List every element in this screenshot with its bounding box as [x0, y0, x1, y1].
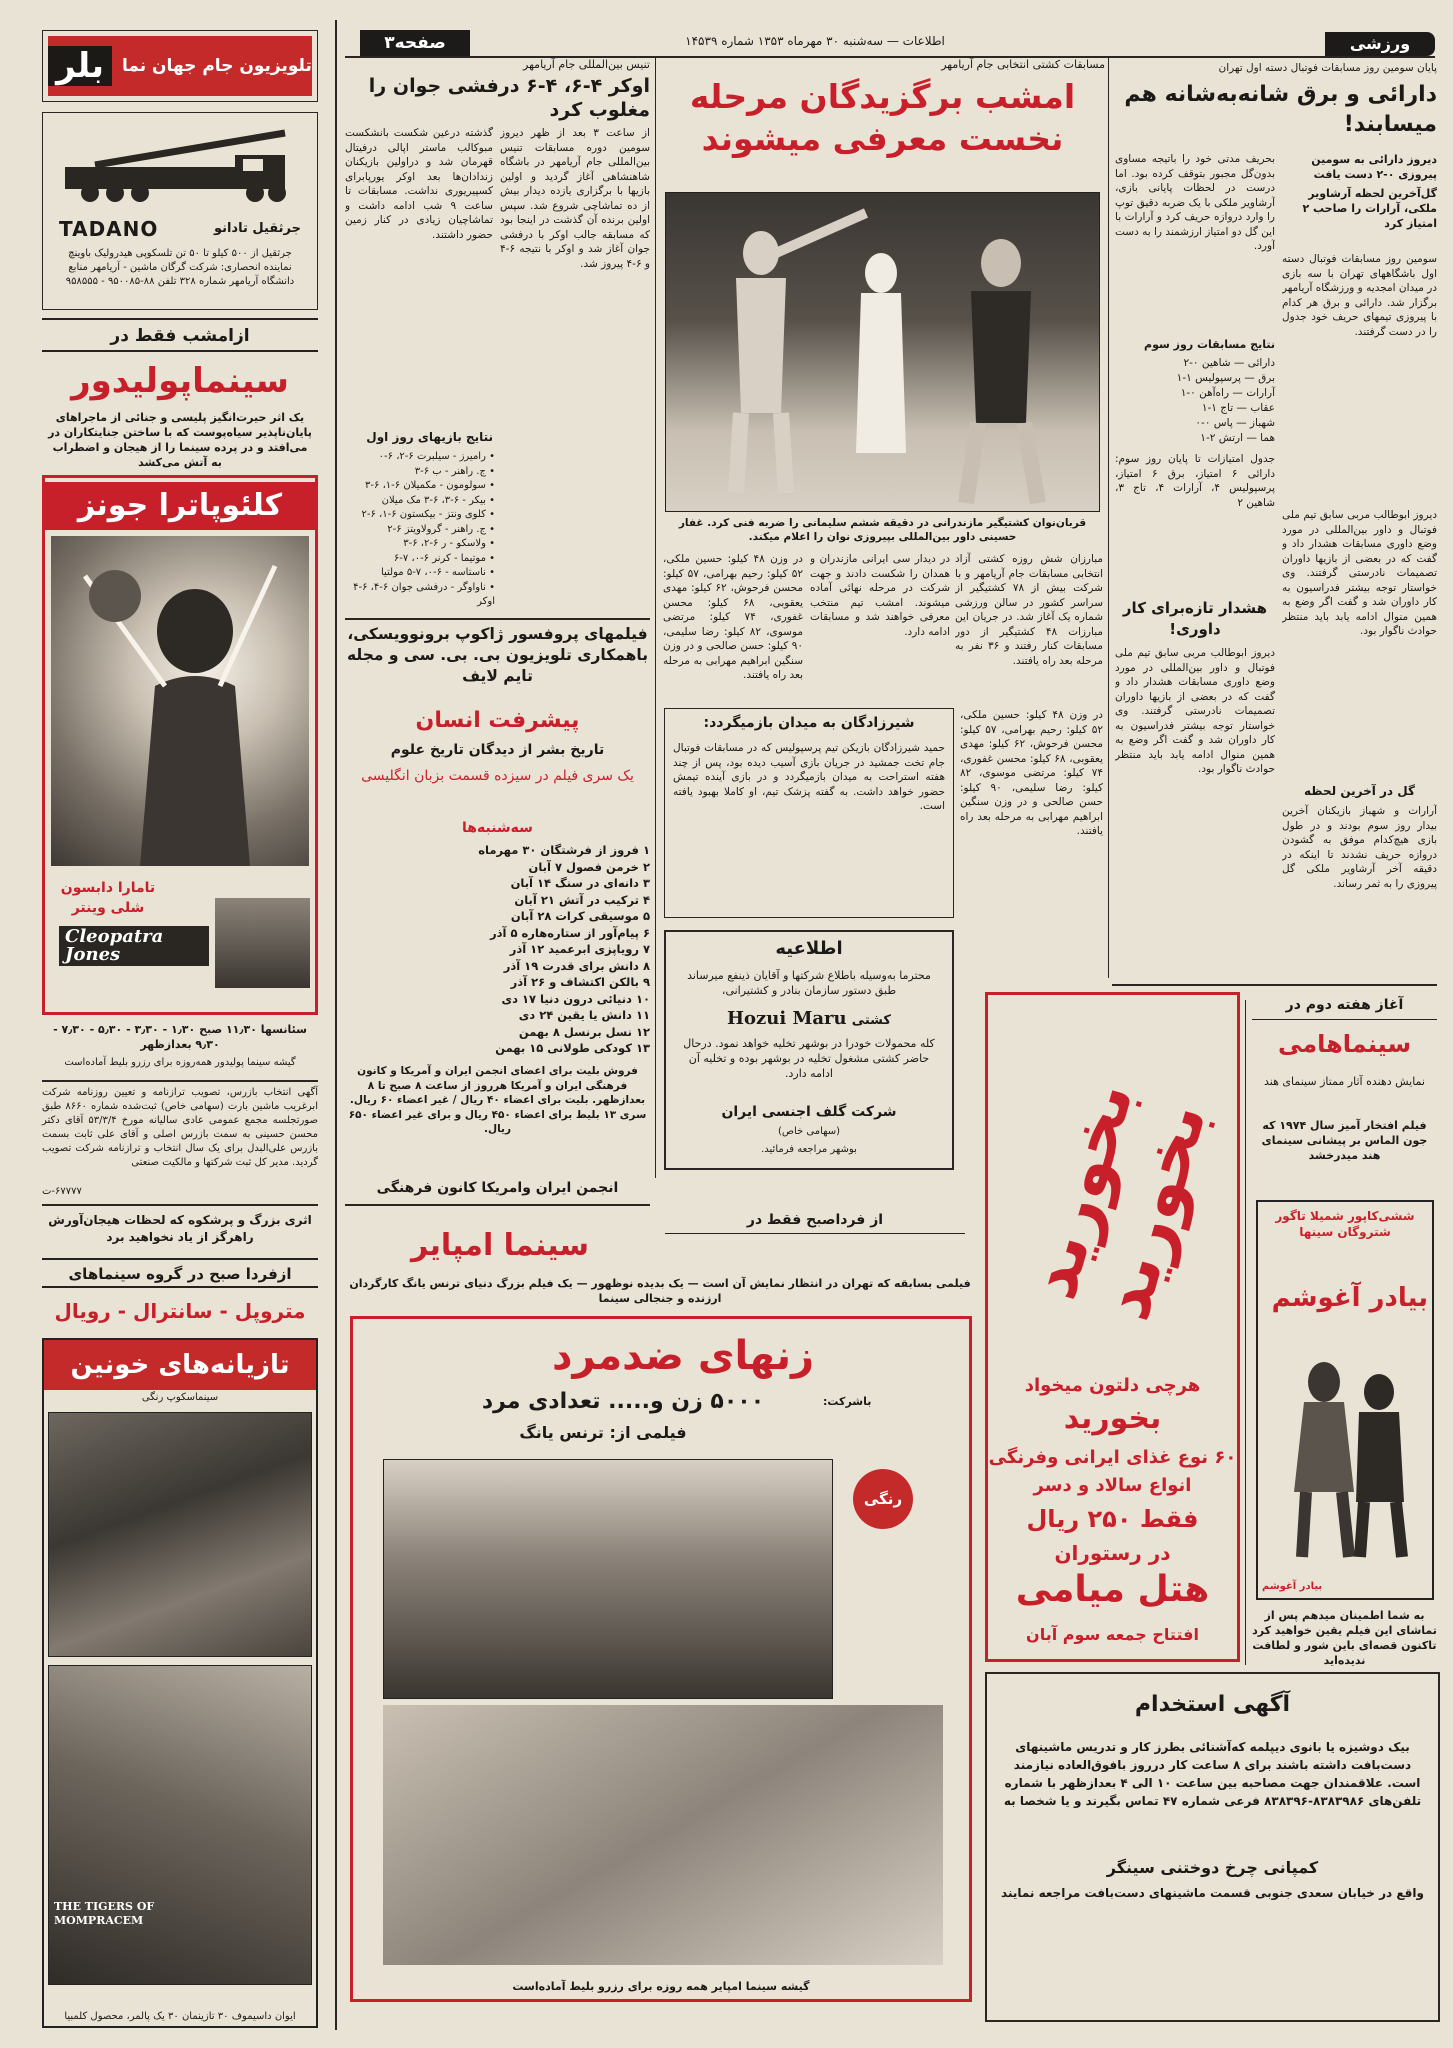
crane-title: جرثقیل تادانو — [213, 221, 301, 236]
empire-ad — [350, 1316, 972, 2002]
football-bullet: گل‌آخرین لحظه آرشاویر ملکی، آرارات را صاحب ۲ امتیاز کرد — [1302, 187, 1437, 230]
whips-en: THE TIGERS OF MOMPRACEM — [54, 1900, 155, 1927]
programs-note: یک سری فیلم در سیزده قسمت بزبان انگلیسی — [361, 768, 634, 784]
tv-ad-banner — [48, 36, 312, 96]
table-row: شهباز — پاس ۰-۰ — [1195, 417, 1275, 429]
episode-list — [400, 842, 650, 1057]
pol-showtimes: سئانسها ۱۱٫۳۰ صبح ۱٫۳۰ - ۳٫۳۰ - ۵٫۳۰ - ۷٫۳۰ - ۹٫۳۰ بعدازظهر — [53, 1023, 307, 1051]
result-row: • رامیرز - سیلبرت ۶-۲، ۶-۰ — [378, 451, 495, 462]
episode-item: ۱۱ دانش یا یقین ۲۴ دی — [518, 1008, 650, 1022]
employment-box — [985, 1672, 1440, 2022]
result-row: • کلوی ونتز - بیکستون ۶-۱، ۶-۲ — [361, 509, 495, 520]
wrestling-cont: در وزن ۴۸ کیلو: حسین ملکی، ۵۲ کیلو: رحیم بهرامی، ۵۷ کیلو: محسن فرحوش، ۶۲ کیلو: مهدی یعقوبی، ۶۸ کیلو: محسن غفوری، ۷۴ کیلو: مرتضی موسوی، ۸۲ کیلو: رضا سلیمی، ۹۰ کیلو: حسن صالحی و در وزن سنگین ابراهیم مهرابی به مرحله بعد راه یافتند. — [960, 709, 1103, 837]
lastminute-title: گل در آخرین لحظه — [1304, 784, 1415, 798]
tennis-body-left: گذشته درعین شکست بانشکست مبوکالب ماستر اپالی درفیتال قهرمان شد و دراولین بازیکنان زندادان‌ها بعد اوکر یورپابرای کسپیریوری نداشت. مسابقات تا ساعت ۹ شب ادامه داشت و تماشاچیان زیادی در کنار زمین حضور داشتند. — [345, 127, 493, 241]
shirzadegan-title: شیرزادگان به میدان بازمیگردد: — [703, 715, 915, 731]
crane-brand: TADANO — [59, 217, 159, 241]
whips-ad — [42, 1338, 318, 2028]
empire-color-badge: رنگی — [853, 1469, 913, 1529]
wrestling-body-3: در وزن ۴۸ کیلو: حسین ملکی، ۵۲ کیلو: رحیم بهرامی، ۵۷ کیلو: محسن فرحوش، ۶۲ کیلو: مهدی یعقوبی، ۶۸ کیلو: محسن غفوری، ۷۴ کیلو: مرتضی موسوی، ۸۲ کیلو: رضا سلیمی، ۹۰ کیلو: حسن صالحی و در وزن سنگین ابراهیم مهرابی به مرحله بعد راه یافتند. — [663, 553, 803, 681]
episode-item: ۸ دانش برای قدرت ۱۹ آذر — [503, 958, 650, 973]
wrestling-body-2: در دیدار سی ایرانی مازندران و همدان را شکست دادند و جهت شرکت در مرحله نهائی آماده میشوند. امشب تیم منتخب معرفی خواهند شد و مسابقات ادامه دارد. — [810, 553, 950, 638]
episode-item: ۱۳ کودکی طولانی ۱۵ بهمن — [495, 1041, 650, 1055]
episode-item: ۴ ترکیب در آتش ۲۱ آبان — [514, 892, 650, 907]
cleopatra-cast: تامارا دابسون شلی وینتر — [60, 880, 156, 916]
employment-address: واقع در خیابان سعدی جنوبی قسمت ماشینهای دست‌بافت مراجعه نمایند — [1001, 1886, 1424, 1900]
lastminute-body: آرارات و شهباز بازیکنان آخرین بیدار روز سوم بودند و در طول بازی هیچ‌کدام موفق به گشودن دروازه حریف نشدند تا اینکه در دقیقه آخر آرشاویر ملکی گل پیروزی را به ثمر رساند. — [1282, 805, 1437, 890]
notice-ship-name: Hozui Maru — [727, 1008, 847, 1029]
football-body-3: دیروز ابوطالب مربی سابق تیم ملی فوتبال و داور بین‌المللی در مورد وضع داوری مسابقات هشدار داد و گفت که در بعضی از بازیها داوران تصمیمات نادرستی گرفتند. وی خواستار توجه بیشتر فدراسیون به کار داوران شد و گفت اگر وضع به همین منوال ادامه یابد باید منتظر حوادث ناگوار بود. — [1282, 509, 1437, 637]
employment-body: بیک دوشیزه یا بانوی دیپلمه که‌آشنائی بطرز کار و تدریس ماشینهای دست‌بافت داشته باشند برای ۸ ساعت کار درروز بافوق‌العاده نیازمند است. علاقمندان جهت مصاحبه بین ساعت ۱۰ الی ۴ بعدازظهر با شماره تلفن‌های ۸۳۸۳۹۸۶-۸۳۸۳۹۶ فرعی شماره ۴۷ تماس بگیرند و یا شخصا به — [1003, 1740, 1422, 1808]
table-row: هما — ارتش ۲-۱ — [1200, 432, 1275, 444]
notice-body-1: محترما به‌وسیله باطلاع شرکتها و آقایان ذینفع میرساند طبق دستور سازمان بنادر و کشتیرانی، — [687, 969, 931, 997]
football-table-title: نتایج مسابقات روز سوم — [1144, 338, 1275, 351]
page-label: صفحه۳ — [360, 30, 470, 56]
tennis-headline: اوکر ۴-۶، ۴-۶ درفشی جوان را مغلوب کرد — [368, 75, 650, 121]
football-body-1: بحریف مدتی خود را باتیجه مساوی بدون‌گل مجبور بتوقف کرده بود. اما درست در لحظات پایانی بازی، آرشاویر ملکی با یک ضربه دقیق توپ را وارد دروازه حریف کرد و آرارات با این گل دو امتیاز ارزشمند را به دست آورد. — [1115, 153, 1275, 252]
episode-item: ۱۲ نسل برنسل ۸ بهمن — [518, 1024, 650, 1039]
shirzadegan-box — [664, 708, 954, 918]
miami-ad — [985, 992, 1240, 1662]
tv-ad-brand: بلر — [48, 46, 112, 86]
thrill-line: اثری بزرگ و پرشکوه که لحظات هیجان‌آورش راهرگز از یاد نخواهید برد — [48, 1213, 312, 1244]
pol-tonight: ازامشب فقط در — [42, 318, 318, 352]
empire-from: از فرداصبح فقط در — [665, 1208, 965, 1234]
pol-booking: گیشه سینما پولیدور همه‌روزه برای رزرو بلیط آماده‌است — [64, 1057, 296, 1068]
episode-item: ۶ پیام‌آور از ستاره‌هاره ۵ آذر — [489, 925, 650, 940]
football-standing: جدول امتیازات تا پایان روز سوم: دارائی ۶ امتیاز، برق ۶ امتیاز، پرسپولیس ۴، آرارات ۴، تاج ۳، شاهین ۲ — [1115, 453, 1275, 509]
poster-foot: بیادر آغوشم — [1262, 1581, 1323, 1592]
episode-item: ۹ بالکن اکتشاف و ۲۶ آذر — [510, 975, 650, 989]
wrestling-body-1: مبارزان شش روزه کشتی آزاد انتخابی مسابقات جام آریامهر و با شرکت بیش از ۷۸ کشتیگیر از سراسر کشور در سالن ورزشی شماره یک آغاز شد. در جریان این مبارزات ۴۸ کشتیگیر از دور مسابقات کنار رفتند و ۳۶ نفر به مرحله بعد راه یافتند. — [955, 553, 1103, 667]
empire-booking: گیشه سینما امپایر همه روزه برای رزرو بلیط آماده‌است — [512, 1980, 810, 1993]
cinema-pol-title: سینماپولیدور — [71, 361, 289, 401]
table-row: برق — پرسپولیس ۱-۱ — [1176, 372, 1275, 384]
miami-line3: ۶۰ نوع غذای ایرانی وفرنگی — [988, 1447, 1237, 1468]
football-bullet: دیروز دارائی به سومین پیروزی ۰-۲ دست یافت — [1311, 153, 1437, 181]
miami-rotated: بخورید بخورید — [1012, 1073, 1223, 1329]
result-row: • ناواوگر - درفشی جوان ۶-۴، ۶-۴ اوکر — [353, 581, 495, 607]
referee-body: دیروز ابوطالب مربی سابق تیم ملی فوتبال و داور بین‌المللی در مورد وضع داوری مسابقات هشدار داد و گفت که در بعضی از بازیها داوران تصمیمات نادرستی گرفتند. وی خواستار توجه بیشتر فدراسیون به کار داوران شد و گفت اگر وضع به همین منوال ادامه یابد باید منتظر حوادث ناگوار بود. — [1115, 647, 1275, 775]
masthead-info: اطلاعات — سه‌شنبه ۳۰ مهرماه ۱۳۵۳ شماره ۱۴۵۳۹ — [685, 34, 945, 48]
employment-company: کمپانی چرخ دوختنی سینگر — [1106, 1858, 1319, 1877]
miami-line5: فقط ۲۵۰ ریال — [1026, 1505, 1199, 1533]
week2-title: آغاز هفته دوم در — [1252, 992, 1437, 1020]
whips-title: تازیانه‌های خونین — [44, 1340, 316, 1390]
empire-cinema: سینما امپایر — [410, 1228, 590, 1263]
programs-intro: فیلمهای پروفسور ژاکوپ برونوویسکی، باهمکاری تلویزیون بی. بی. سی و مجله تایم لایف — [346, 625, 649, 685]
notice-box — [664, 930, 954, 1170]
wrestling-caption: قربان‌نوان کشتیگیر مازندرانی در دقیقه ششم سلیمانی را ضربه فنی کرد. غفار حسینی داور بین‌المللی بپیروزی نوان را اعلام میکند. — [678, 517, 1087, 543]
cleopatra-title: کلئوپاترا جونز — [45, 482, 315, 530]
section-badge: ورزشی — [1325, 32, 1435, 56]
tv-ad — [42, 30, 318, 102]
crane-ad — [42, 112, 318, 310]
notice-company: شرکت گلف اجنسی ایران — [721, 1104, 897, 1120]
episode-item: ۷ رویاپزی ابرعمید ۱۲ آذر — [509, 942, 650, 956]
cleopatra-ad — [42, 475, 318, 1015]
from-tomorrow: ازفردا صبح در گروه سینماهای — [42, 1258, 318, 1288]
company-notice: آگهی انتخاب بازرس، تصویب ترازنامه و تعیین روزنامه شرکت ابرغریب ماشین بارت (سهامی خاص) ثبت‌شده شماره ۸۶۶۰ طبق صورتجلسه مجمع عمومی عادی سالیانه مورخ ۵۳/۳/۴ آقای دکتر محسن حسینی به سمت بازرس اصلی و آقای علی ثابت بسمت بازرس علی‌البدل برای یک سال انتخاب و ترازنامه شرکت تصویب گردید. مدیر کل ثبت شرکتها و مالکیت صنعتی — [42, 1087, 318, 1168]
car-image — [215, 898, 310, 988]
week2-desc: نمایش دهنده آثار ممتاز سینمای هند — [1264, 1075, 1425, 1088]
episode-item: ۲ خرمن فصول ۷ آبان — [528, 859, 650, 874]
masthead — [335, 28, 1435, 56]
result-row: • ولاسکو - ر ۶-۲، ۶-۳ — [403, 538, 495, 549]
miami-line1: هرچی دلتون میخواد — [1024, 1375, 1201, 1396]
notice-contact: بوشهر مراجعه فرمائید. — [761, 1144, 857, 1155]
notice-company-sub: (سهامی خاص) — [777, 1126, 841, 1137]
notice-ship-label: کشتی — [851, 1013, 891, 1028]
miami-line7: هتل میامی — [1015, 1569, 1210, 1610]
result-row: • ج. راهنر - ب ۶-۳ — [414, 465, 495, 477]
tennis-body-right: از ساعت ۳ بعد از ظهر دیروز سومین دوره مسابقات تنیس بین‌المللی جام آریامهر در باشگاه شاهنشاهی آغاز گردید و اولین بازیها با برگزاری یازده دیدار بیش از ده تماشاچی شروع شد. سپس اولین برنده آن گذشت در اینجا بود که مسابقه جالب اوکر با درفشی جوان آغاز شد و اوکر با نتیجه ۶-۴ و ۶-۴ پیروز شد. — [500, 127, 650, 270]
programs-org: انجمن ایران وامریکا کانون فرهنگی — [376, 1180, 619, 1196]
pol-desc: یک اثر حیرت‌انگیز پلیسی و جنائی از ماجراهای پایان‌ناپذیر سیاه‌پوست که با ساختن جنایتکاران در می‌افتد و در پرده سینما را از هیجان و اضطراب به آتش می‌کشد — [48, 411, 312, 469]
week2-film: فیلم افتخار آمیز سال ۱۹۷۴ که جون الماس بر پیشانی سینمای هند میدرخشد — [1261, 1119, 1428, 1162]
programs-footer: فروش بلیت برای اعضای انجمن ایران و آمریکا و کانون فرهنگی ایران و آمریکا هرروز از ساعت ۸ صبح تا ۸ بعدازظهر. بلیت برای اعضاء ۴۰ ریال / غیر اعضاء ۶۰ ریال. سری ۱۳ بلیط برای اعضاء ۴۵۰ ریال و برای غیر اعضاء ۶۵۰ ریال. — [348, 1065, 647, 1135]
cleopatra-image — [51, 536, 309, 866]
empire-riders-image — [383, 1459, 833, 1699]
crane-truck-icon — [55, 127, 305, 207]
shirzadegan-body: حمید شیرزادگان بازیکن تیم پرسپولیس که در مسابقات فوتبال جام تخت جمشید در جریان بازی آسیب دیده بود، پس از چند هفته استراحت به میدان بازمیگردد و در بازی آینده تیمش حضور خواهد داشت. به گفته پزشک تیم، او کاملا بهبود یافته است. — [673, 742, 945, 812]
wrestling-headline: امشب برگزیدگان مرحله نخست معرفی میشوند — [689, 77, 1076, 158]
cinemas-list: متروپل - سانترال - رویال — [54, 1299, 306, 1323]
wrestling-photo — [665, 192, 1100, 512]
result-row: • ناستاسه - ۶-۰، ۷-۵ مولتیا — [380, 567, 495, 578]
football-table — [1115, 356, 1275, 446]
poster-couple-icon — [1264, 1352, 1429, 1562]
tennis-results-title: نتایج بازیهای روز اول — [366, 430, 493, 444]
whips-couple-image — [48, 1665, 312, 1985]
result-row: • موتیما - کرنر ۶-۰، ۷-۶ — [393, 552, 495, 564]
cleopatra-figure-icon — [45, 536, 309, 866]
programs-series-sub: تاریخ بشر از دیدگان تاریخ علوم — [390, 742, 605, 758]
miami-line8: افتتاح جمعه سوم آبان — [1026, 1625, 1199, 1644]
empire-woman-image — [383, 1705, 943, 1965]
football-headline: دارائی و برق شانه‌به‌شانه هم میسابند! — [1124, 82, 1437, 137]
miami-line6: در رستوران — [1054, 1541, 1171, 1565]
employment-title: آگهی استخدام — [1134, 1692, 1291, 1717]
episode-item: ۱ فروز از فرشتگان ۳۰ مهرماه — [478, 843, 650, 857]
company-notice-code: ۶۷۷۷۷-ت — [42, 1186, 82, 1197]
table-row: عقاب — تاج ۱-۱ — [1201, 402, 1275, 414]
cleopatra-en: Cleopatra Jones — [59, 926, 209, 966]
miami-line2: بخورید — [1063, 1401, 1162, 1436]
poster-title: بیادر آغوشم — [1271, 1283, 1428, 1313]
notice-body-2: کله محمولات خودرا در بوشهر تخلیه خواهد نمود. درحال حاضر کشتی مشغول تخلیه در بوشهر بوده و تخلیه آن ادامه دارد. — [683, 1037, 935, 1080]
empire-director: فیلمی از: ترنس یانگ — [519, 1423, 687, 1442]
programs-days: سه‌شنبه‌ها — [462, 820, 533, 836]
episode-item: ۳ دانه‌ای در سنگ ۱۴ آبان — [510, 876, 650, 890]
result-row: • ج. راهنر - گرولاویتز ۶-۲ — [387, 523, 495, 535]
tennis-results — [345, 450, 495, 610]
whips-sub: سینماسکوپ رنگی — [141, 1392, 219, 1403]
wrestlers-figure-icon — [666, 193, 1099, 511]
table-row: آرارات — راه‌آهن ۰-۱ — [1180, 387, 1275, 399]
miami-line4: انواع سالاد و دسر — [1033, 1475, 1192, 1496]
result-row: • بیکر - ۶-۳، ۶-۳ مک میلان — [381, 494, 495, 506]
football-body-2: سومین روز مسابقات فوتبال دسته اول باشگاههای تهران با سه بازی در میدان امجدیه و ورزشگاه آریامهر برگزار شد. دارائی و برق هر کدام با پیروزی تیمهای حریف خود جدول را در دست گرفتند. — [1282, 253, 1437, 338]
empire-title: زنهای ضدمرد — [552, 1333, 814, 1379]
week2-bottom: به شما اطمینان میدهم پس از تماشای این فیلم یقین خواهید کرد تاکنون قصه‌ای باین شور و لطافت ندیده‌اید — [1252, 1609, 1437, 1667]
empire-count: ۵۰۰۰ زن و..... تعدادی مرد — [481, 1389, 765, 1414]
notice-ship — [676, 1008, 942, 1029]
poster-stars: ششی‌کاپور شمیلا تاگور شتروگان سینها — [1275, 1209, 1415, 1239]
episode-item: ۱۰ دنیائی درون دنیا ۱۷ دی — [501, 991, 650, 1006]
football-bullets — [1282, 152, 1437, 231]
empire-desc: فیلمی بسابقه که تهران در انتظار نمایش آن است — یک بدیده نوظهور — یک فیلم بزرگ دنیای ترنس یانگ کارگردان ارزنده و جنجالی سینما — [349, 1277, 971, 1305]
programs-series-title: پیشرفت انسان — [415, 708, 580, 733]
football-top-line: پایان سومین روز مسابقات فوتبال دسته اول تهران — [1218, 62, 1437, 74]
result-row: • سولومون - مکمیلان ۶-۱، ۶-۳ — [365, 480, 495, 491]
notice-title: اطلاعیه — [775, 938, 843, 959]
wrestling-kicker: مسابقات کشتی انتخابی جام آریامهر — [941, 58, 1105, 71]
tv-ad-text: تلویزیون جام جهان نما — [121, 56, 312, 76]
whips-battle-image — [48, 1412, 312, 1657]
episode-item: ۵ موسیقی کرات ۲۸ آبان — [510, 909, 650, 923]
crane-body: جرثقیل از ۵۰۰ کیلو تا ۵۰ تن تلسکوپی هیدرولیک باوینچ نماینده انحصاری: شرکت گرگان ماشین - آریامهر منابع دانشگاه آریامهر شماره ۳۲۸ تلفن ۸۸-۹۵۰۰۸۵ - ۹۵۸۵۵۵ — [65, 248, 295, 287]
empire-with: باشرکت: — [823, 1395, 872, 1408]
whips-credit: ایوان داسیموف ۳۰ تازینمان ۳۰ یک پالمر، محصول کلمبیا — [48, 2011, 312, 2022]
table-row: دارائی — شاهین ۰-۲ — [1183, 357, 1275, 369]
week2-cinema: سینماهامی — [1277, 1030, 1412, 1058]
week2-poster — [1256, 1200, 1434, 1600]
tennis-kicker: تنیس بین‌المللی جام آریامهر — [523, 58, 650, 71]
referee-title: هشدار تازه‌برای کار داوری! — [1122, 599, 1268, 638]
